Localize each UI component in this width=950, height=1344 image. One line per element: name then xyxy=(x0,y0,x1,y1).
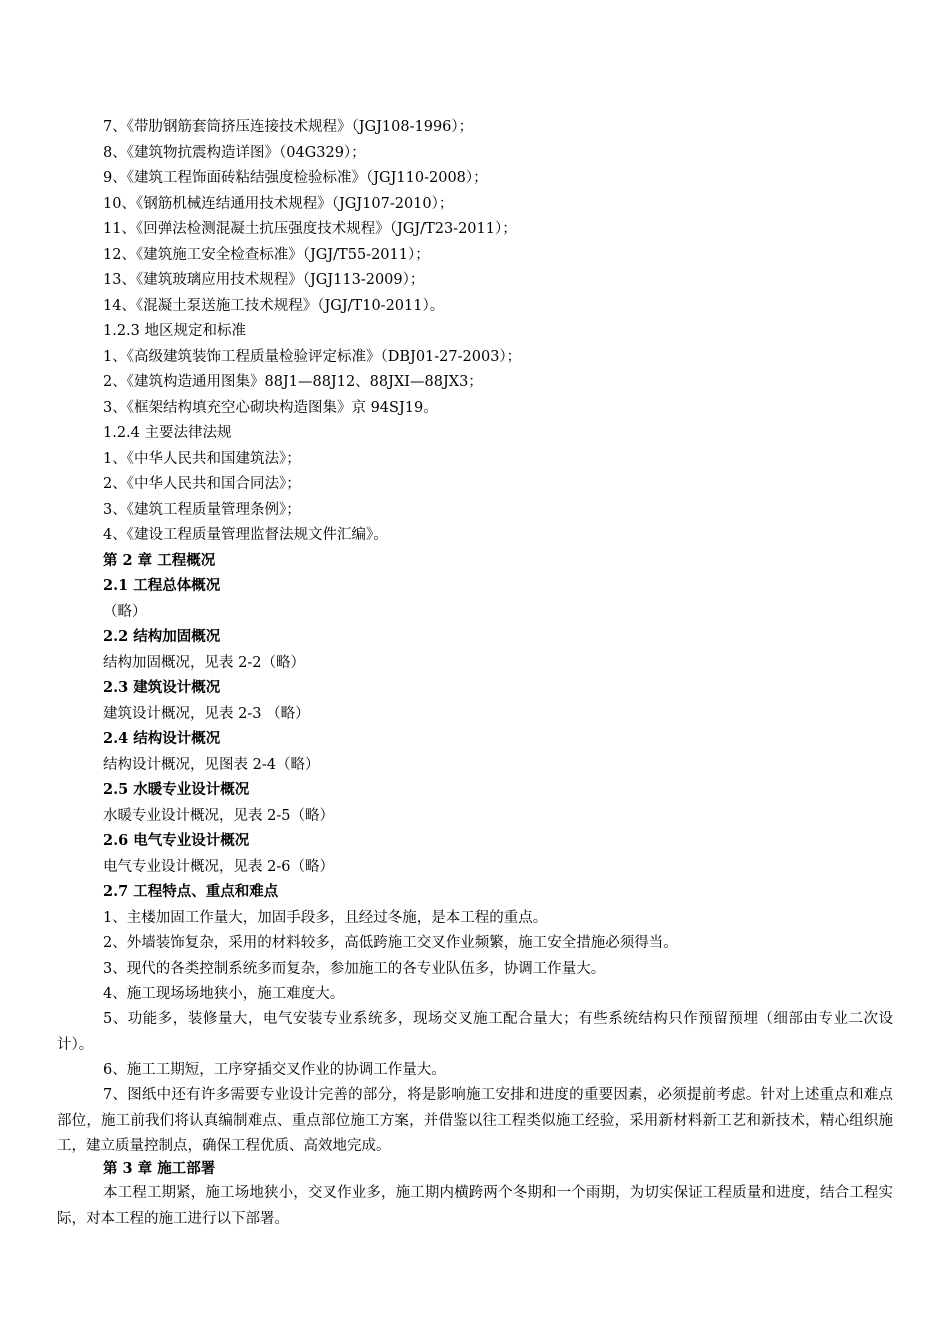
section-text-2-3: 建筑设计概况，见表 2-3 （略） xyxy=(103,706,310,722)
key-point-5: 5、功能多，装修量大，电气安装专业系统多，现场交叉施工配合量大；有些系统结构只作预留预埋（细部由专业二次设计）。 xyxy=(57,1011,893,1053)
section-text-2-6: 电气专业设计概况，见表 2-6（略） xyxy=(103,859,334,875)
law-item-4: 4、《建设工程质量管理监督法规文件汇编》。 xyxy=(103,527,388,543)
key-point-7: 7、图纸中还有许多需要专业设计完善的部分，将是影响施工安排和进度的重要因素，必须提前考虑。针对上述重点和难点部位，施工前我们将认真编制难点、重点部位施工方案，并借鉴以往工程类似施工经验，采用新材料新工艺和新技术，精心组织施工，建立质量控制点，确保工程优质、高效地完成。 xyxy=(57,1087,893,1154)
key-point-4: 4、施工现场场地狭小，施工难度大。 xyxy=(103,986,345,1002)
standard-item-9: 9、《建筑工程饰面砖粘结强度检验标准》（JGJ110-2008）； xyxy=(103,170,488,186)
section-heading-2-5: 2.5 水暖专业设计概况 xyxy=(103,781,250,798)
section-text-2-4: 结构设计概况，见图表 2-4（略） xyxy=(103,757,320,773)
law-item-1: 1、《中华人民共和国建筑法》； xyxy=(103,451,301,467)
key-point-6: 6、施工工期短，工序穿插交叉作业的协调工作量大。 xyxy=(103,1062,446,1078)
key-point-3: 3、现代的各类控制系统多而复杂，参加施工的各专业队伍多，协调工作量大。 xyxy=(103,961,606,977)
section-heading-2-4: 2.4 结构设计概况 xyxy=(103,730,221,747)
regional-item-3: 3、《框架结构填充空心砌块构造图集》京 94SJ19。 xyxy=(103,400,438,416)
section-text-2-2: 结构加固概况，见表 2-2（略） xyxy=(103,655,305,671)
section-heading-2-3: 2.3 建筑设计概况 xyxy=(103,679,221,696)
standard-item-8: 8、《建筑物抗震构造详图》（04G329）； xyxy=(103,145,366,161)
chapter-3-heading: 第 3 章 施工部署 xyxy=(103,1160,216,1177)
section-heading-2-1: 2.1 工程总体概况 xyxy=(103,577,221,594)
regional-item-2: 2、《建筑构造通用图集》88J1—88J12、88JXI—88JX3； xyxy=(103,374,483,390)
section-heading-2-7: 2.7 工程特点、重点和难点 xyxy=(103,883,279,900)
section-heading-1-2-4: 1.2.4 主要法律法规 xyxy=(103,425,232,441)
standard-item-11: 11、《回弹法检测混凝土抗压强度技术规程》（JGJ/T23-2011）； xyxy=(103,221,517,237)
regional-item-1: 1、《高级建筑装饰工程质量检验评定标准》（DBJ01-27-2003）； xyxy=(103,349,522,365)
standard-item-14: 14、《混凝土泵送施工技术规程》（JGJ/T10-2011）。 xyxy=(103,298,445,314)
law-item-2: 2、《中华人民共和国合同法》； xyxy=(103,476,301,492)
section-text-2-1: （略） xyxy=(103,604,147,620)
section-text-2-5: 水暖专业设计概况，见表 2-5（略） xyxy=(103,808,334,824)
section-heading-2-2: 2.2 结构加固概况 xyxy=(103,628,221,645)
standard-item-13: 13、《建筑玻璃应用技术规程》（JGJ113-2009）； xyxy=(103,272,425,288)
standard-item-10: 10、《钢筋机械连结通用技术规程》（JGJ107-2010）； xyxy=(103,196,454,212)
chapter-3-intro: 本工程工期紧，施工场地狭小，交叉作业多，施工期内横跨两个冬期和一个雨期，为切实保证工程质量和进度，结合工程实际，对本工程的施工进行以下部署。 xyxy=(57,1185,893,1227)
section-heading-1-2-3: 1.2.3 地区规定和标准 xyxy=(103,323,247,339)
standard-item-12: 12、《建筑施工安全检查标准》（JGJ/T55-2011）； xyxy=(103,247,430,263)
section-heading-2-6: 2.6 电气专业设计概况 xyxy=(103,832,250,849)
law-item-3: 3、《建筑工程质量管理条例》； xyxy=(103,502,301,518)
chapter-2-heading: 第 2 章 工程概况 xyxy=(103,552,216,569)
key-point-1: 1、主楼加固工作量大，加固手段多，且经过冬施，是本工程的重点。 xyxy=(103,910,548,926)
key-point-2: 2、外墙装饰复杂，采用的材料较多，高低跨施工交叉作业频繁，施工安全措施必须得当。 xyxy=(103,935,678,951)
standard-item-7: 7、《带肋钢筋套筒挤压连接技术规程》（JGJ108-1996）； xyxy=(103,119,474,135)
